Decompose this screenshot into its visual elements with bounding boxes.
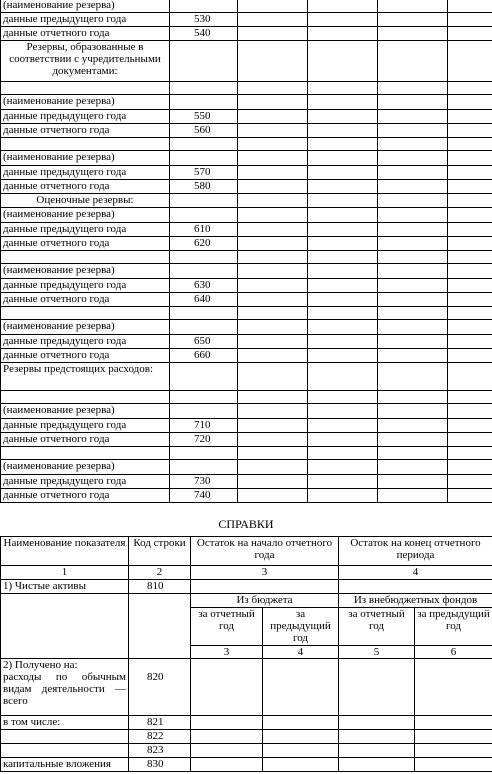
reserve-name-placeholder: (наименование резерва) <box>1 208 170 223</box>
reserve-row-label: данные отчетного года <box>1 433 170 447</box>
reserve-value-cell <box>378 208 448 223</box>
reserve-row-label: данные отчетного года <box>1 237 170 251</box>
reserve-value-cell <box>308 13 378 27</box>
reserve-value-cell <box>238 475 308 489</box>
reserve-value-cell <box>238 82 308 95</box>
reserve-row-label: данные предыдущего года <box>1 13 170 27</box>
reserve-row <box>1 194 492 208</box>
capital-v3 <box>339 758 415 772</box>
reserve-value-cell <box>448 264 492 279</box>
reserve-value-cell <box>378 433 448 447</box>
reserve-value-cell <box>378 363 448 391</box>
references-table <box>0 536 492 772</box>
reserve-value-cell <box>378 180 448 194</box>
received-v3 <box>339 659 415 716</box>
reserve-value-cell <box>448 404 492 419</box>
reserve-row <box>1 419 492 433</box>
offbudget-prev-year: за предыдущий год <box>415 608 492 646</box>
reserve-row-label: данные предыдущего года <box>1 223 170 237</box>
reserve-row-label: данные отчетного года <box>1 293 170 307</box>
reserve-value-cell <box>308 208 378 223</box>
reserve-value-cell <box>378 307 448 320</box>
extra2-v4 <box>415 744 492 758</box>
received-code-cell <box>129 659 191 716</box>
reserve-value-cell <box>238 223 308 237</box>
reserve-value-cell <box>378 151 448 166</box>
reserve-value-cell <box>378 293 448 307</box>
reserve-row <box>1 320 492 335</box>
reserve-row <box>1 447 492 460</box>
reserve-row-label: данные отчетного года <box>1 180 170 194</box>
reserve-value-cell <box>238 433 308 447</box>
reserve-blank <box>1 391 170 404</box>
budget-cur-year: за отчетный год <box>191 608 263 646</box>
reserve-value-cell <box>308 460 378 475</box>
sub-num-4: 4 <box>263 646 339 659</box>
reserve-row-label: данные предыдущего года <box>1 166 170 180</box>
reserve-value-cell <box>238 124 308 138</box>
reserve-value-cell <box>238 404 308 419</box>
extra2-v1 <box>191 744 263 758</box>
reserve-row-code <box>170 447 238 460</box>
reserve-blank <box>1 447 170 460</box>
reserve-value-cell <box>308 237 378 251</box>
reserve-row-code <box>170 404 238 419</box>
reserve-value-cell <box>308 293 378 307</box>
col-num-3: 3 <box>191 566 339 580</box>
budget-prev-year: за предыдущий год <box>263 608 339 646</box>
reserve-value-cell <box>448 13 492 27</box>
reserve-row-code: 560 <box>170 124 238 138</box>
reserve-value-cell <box>238 110 308 124</box>
reserve-value-cell <box>238 279 308 293</box>
reserve-value-cell <box>308 307 378 320</box>
reserve-value-cell <box>378 279 448 293</box>
reserve-row-label: данные отчетного года <box>1 124 170 138</box>
received-title: 2) Получено на: <box>3 659 78 671</box>
extra-label-2 <box>1 744 129 758</box>
reserve-value-cell <box>378 237 448 251</box>
reserve-row <box>1 180 492 194</box>
including-code: 821 <box>129 716 191 730</box>
reserve-value-cell <box>378 13 448 27</box>
including-v1 <box>191 716 263 730</box>
reserve-value-cell <box>448 391 492 404</box>
sub-num-6: 6 <box>415 646 492 659</box>
reserve-value-cell <box>448 475 492 489</box>
reserve-value-cell <box>238 391 308 404</box>
reserve-row <box>1 279 492 293</box>
reserve-value-cell <box>308 404 378 419</box>
capital-v2 <box>263 758 339 772</box>
reserve-name-placeholder: (наименование резерва) <box>1 404 170 419</box>
reserve-value-cell <box>308 41 378 82</box>
reserve-value-cell <box>448 293 492 307</box>
net-assets-end <box>339 580 492 594</box>
reserve-value-cell <box>378 460 448 475</box>
reserve-blank <box>1 138 170 151</box>
extra1-v2 <box>263 730 339 744</box>
reserve-row-code: 740 <box>170 489 238 503</box>
reserve-row <box>1 124 492 138</box>
reserve-row <box>1 237 492 251</box>
reserve-value-cell <box>308 251 378 264</box>
col-num-1: 1 <box>1 566 129 580</box>
reserve-value-cell <box>448 208 492 223</box>
sub-num-3: 3 <box>191 646 263 659</box>
reserve-row-code: 640 <box>170 293 238 307</box>
reserve-row-code <box>170 151 238 166</box>
extra-code-2: 823 <box>129 744 191 758</box>
reserve-value-cell <box>448 433 492 447</box>
including-v4 <box>415 716 492 730</box>
reserve-value-cell <box>308 475 378 489</box>
reserve-value-cell <box>308 489 378 503</box>
reserve-row <box>1 110 492 124</box>
capital-label: капитальные вложения <box>1 758 129 772</box>
reserve-value-cell <box>448 95 492 110</box>
reserve-value-cell <box>378 194 448 208</box>
reserve-blank <box>1 82 170 95</box>
net-assets-start <box>191 580 339 594</box>
reserve-row-code <box>170 194 238 208</box>
reserve-value-cell <box>448 27 492 41</box>
reserve-value-cell <box>378 41 448 82</box>
reserve-value-cell <box>238 237 308 251</box>
reserve-value-cell <box>448 151 492 166</box>
reserve-row-code <box>170 307 238 320</box>
reserve-value-cell <box>308 124 378 138</box>
including-v3 <box>339 716 415 730</box>
reserve-value-cell <box>238 41 308 82</box>
reserve-value-cell <box>308 335 378 349</box>
reserve-row-code <box>170 82 238 95</box>
including-label: в том числе: <box>1 716 129 730</box>
reserve-value-cell <box>378 419 448 433</box>
reserve-value-cell <box>378 0 448 13</box>
capital-code: 830 <box>129 758 191 772</box>
reserve-row <box>1 404 492 419</box>
reserve-row-code: 620 <box>170 237 238 251</box>
reserve-value-cell <box>378 320 448 335</box>
extra1-v1 <box>191 730 263 744</box>
net-assets-code: 810 <box>129 580 191 594</box>
reserve-value-cell <box>238 264 308 279</box>
reserve-row-code <box>170 363 238 391</box>
reserve-value-cell <box>308 27 378 41</box>
reserve-row-code <box>170 95 238 110</box>
reserve-value-cell <box>378 166 448 180</box>
extra2-v3 <box>339 744 415 758</box>
reserve-value-cell <box>448 124 492 138</box>
reserve-value-cell <box>378 404 448 419</box>
reserve-row-code: 730 <box>170 475 238 489</box>
reserve-name-placeholder: (наименование резерва) <box>1 460 170 475</box>
reserve-row <box>1 489 492 503</box>
reserve-row-label: данные предыдущего года <box>1 335 170 349</box>
reserve-row-code <box>170 460 238 475</box>
reserve-value-cell <box>378 138 448 151</box>
reserve-row-code <box>170 251 238 264</box>
reserve-value-cell <box>238 166 308 180</box>
extra-code-1: 822 <box>129 730 191 744</box>
sub-empty-code <box>129 594 191 659</box>
reserve-value-cell <box>308 447 378 460</box>
received-code: 820 <box>147 671 164 683</box>
reserve-value-cell <box>308 82 378 95</box>
reserve-value-cell <box>308 0 378 13</box>
reserve-value-cell <box>378 391 448 404</box>
reserve-row-code: 580 <box>170 180 238 194</box>
reserve-row <box>1 223 492 237</box>
reserve-row <box>1 363 492 391</box>
reserve-value-cell <box>238 27 308 41</box>
reserve-value-cell <box>448 489 492 503</box>
reserve-row <box>1 349 492 363</box>
col-num-4: 4 <box>339 566 492 580</box>
reserve-row <box>1 433 492 447</box>
reserve-value-cell <box>238 307 308 320</box>
reserve-row <box>1 0 492 13</box>
reserve-row-code: 630 <box>170 279 238 293</box>
reserve-row-label: данные отчетного года <box>1 27 170 41</box>
including-v2 <box>263 716 339 730</box>
reserve-row <box>1 27 492 41</box>
reserve-value-cell <box>238 251 308 264</box>
reserve-value-cell <box>378 264 448 279</box>
reserve-name-placeholder: (наименование резерва) <box>1 264 170 279</box>
reserve-value-cell <box>448 82 492 95</box>
reserve-value-cell <box>238 293 308 307</box>
reserve-value-cell <box>448 41 492 82</box>
reserve-value-cell <box>448 194 492 208</box>
reserve-row-code: 610 <box>170 223 238 237</box>
sub-num-5: 5 <box>339 646 415 659</box>
reserve-value-cell <box>308 264 378 279</box>
reserve-row <box>1 13 492 27</box>
reserve-row-code <box>170 41 238 82</box>
reserve-name-placeholder: (наименование резерва) <box>1 320 170 335</box>
received-v4 <box>415 659 492 716</box>
reserve-value-cell <box>378 95 448 110</box>
capital-v1 <box>191 758 263 772</box>
reserve-value-cell <box>448 251 492 264</box>
reserve-row-code: 550 <box>170 110 238 124</box>
reserve-value-cell <box>238 208 308 223</box>
reserve-row-code <box>170 138 238 151</box>
reserve-row-label: данные предыдущего года <box>1 110 170 124</box>
reserve-row <box>1 335 492 349</box>
reserve-value-cell <box>378 82 448 95</box>
reserve-section-header: Оценочные резервы: <box>1 194 170 208</box>
reserve-value-cell <box>308 433 378 447</box>
reserve-value-cell <box>308 166 378 180</box>
received-cell <box>1 659 129 716</box>
reserve-value-cell <box>448 166 492 180</box>
reserve-row <box>1 41 492 82</box>
reserve-value-cell <box>448 419 492 433</box>
reserve-blank <box>1 251 170 264</box>
reserve-row-code: 540 <box>170 27 238 41</box>
reserve-value-cell <box>308 279 378 293</box>
reserve-value-cell <box>448 349 492 363</box>
reserve-value-cell <box>448 320 492 335</box>
reserve-row-code: 530 <box>170 13 238 27</box>
reserve-row <box>1 151 492 166</box>
reserve-value-cell <box>308 391 378 404</box>
reserve-row-code: 710 <box>170 419 238 433</box>
reserve-value-cell <box>308 95 378 110</box>
received-v1 <box>191 659 263 716</box>
reserve-value-cell <box>308 138 378 151</box>
reserve-row <box>1 391 492 404</box>
reserve-value-cell <box>378 251 448 264</box>
reserve-value-cell <box>378 475 448 489</box>
reserve-value-cell <box>378 27 448 41</box>
reserve-row <box>1 307 492 320</box>
reserve-row <box>1 95 492 110</box>
reserve-row-code: 660 <box>170 349 238 363</box>
reserve-name-placeholder: (наименование резерва) <box>1 151 170 166</box>
reserve-value-cell <box>308 349 378 363</box>
reserve-row-code: 650 <box>170 335 238 349</box>
reserve-value-cell <box>238 460 308 475</box>
reserve-value-cell <box>378 335 448 349</box>
header-start: Остаток на начало отчетного года <box>191 537 339 566</box>
reserve-row <box>1 293 492 307</box>
reserve-row <box>1 264 492 279</box>
reserve-value-cell <box>308 223 378 237</box>
reserve-row-code <box>170 0 238 13</box>
reserve-value-cell <box>308 151 378 166</box>
reserve-value-cell <box>238 95 308 110</box>
reserve-value-cell <box>238 489 308 503</box>
reserve-value-cell <box>238 194 308 208</box>
reserve-row-label: данные предыдущего года <box>1 279 170 293</box>
reserve-row <box>1 166 492 180</box>
reserve-row <box>1 82 492 95</box>
reserve-row-code: 720 <box>170 433 238 447</box>
reserve-row-code <box>170 208 238 223</box>
reserve-value-cell <box>308 320 378 335</box>
reserve-value-cell <box>448 363 492 391</box>
reserve-row-label: данные отчетного года <box>1 489 170 503</box>
reserve-value-cell <box>378 447 448 460</box>
reserve-value-cell <box>448 0 492 13</box>
reserve-value-cell <box>308 419 378 433</box>
reserve-value-cell <box>238 363 308 391</box>
extra-label-1 <box>1 730 129 744</box>
reserve-value-cell <box>238 0 308 13</box>
reserve-value-cell <box>448 460 492 475</box>
reserve-value-cell <box>378 124 448 138</box>
extra1-v4 <box>415 730 492 744</box>
reserve-value-cell <box>448 237 492 251</box>
references-title: СПРАВКИ <box>218 517 274 531</box>
reserve-value-cell <box>378 110 448 124</box>
reserve-value-cell <box>238 349 308 363</box>
reserve-row-label: данные отчетного года <box>1 349 170 363</box>
reserve-value-cell <box>308 363 378 391</box>
reserve-row-code <box>170 264 238 279</box>
col-num-2: 2 <box>129 566 191 580</box>
reserve-row-label: данные предыдущего года <box>1 419 170 433</box>
reserve-row-code: 570 <box>170 166 238 180</box>
header-end: Остаток на конец отчетного периода <box>339 537 492 566</box>
offbudget-cur-year: за отчетный год <box>339 608 415 646</box>
reserve-value-cell <box>308 180 378 194</box>
reserve-value-cell <box>238 320 308 335</box>
reserve-row <box>1 138 492 151</box>
capital-v4 <box>415 758 492 772</box>
budget-header: Из бюджета <box>191 594 339 608</box>
extra1-v3 <box>339 730 415 744</box>
header-name: Наименование показателя <box>1 537 129 566</box>
reserve-value-cell <box>448 279 492 293</box>
offbudget-header: Из внебюджетных фондов <box>339 594 492 608</box>
received-text: расходы по обычным видам деятельности — всего <box>3 671 126 707</box>
reserve-value-cell <box>238 13 308 27</box>
reserve-value-cell <box>448 335 492 349</box>
reserve-value-cell <box>238 151 308 166</box>
net-assets-label: 1) Чистые активы <box>1 580 129 594</box>
sub-empty-name <box>1 594 129 659</box>
reserve-blank <box>1 307 170 320</box>
reserve-value-cell <box>378 223 448 237</box>
reserve-name-placeholder: (наименование резерва) <box>1 95 170 110</box>
reserve-row <box>1 475 492 489</box>
reserve-value-cell <box>378 489 448 503</box>
reserve-value-cell <box>378 349 448 363</box>
reserve-value-cell <box>448 110 492 124</box>
reserve-row-code <box>170 391 238 404</box>
reserve-value-cell <box>448 138 492 151</box>
reserve-value-cell <box>238 447 308 460</box>
reserve-row <box>1 460 492 475</box>
reserve-value-cell <box>448 307 492 320</box>
reserve-value-cell <box>238 180 308 194</box>
reserve-value-cell <box>448 223 492 237</box>
received-v2 <box>263 659 339 716</box>
reserve-value-cell <box>308 194 378 208</box>
reserve-row-label: (наименование резерва) <box>1 0 170 13</box>
reserve-row-label: данные предыдущего года <box>1 475 170 489</box>
reserve-section-header: Резервы предстоящих расходов: <box>1 363 170 391</box>
extra2-v2 <box>263 744 339 758</box>
reserve-row <box>1 251 492 264</box>
reserve-value-cell <box>448 447 492 460</box>
reserve-value-cell <box>238 419 308 433</box>
reserve-value-cell <box>238 335 308 349</box>
reserve-row-code <box>170 320 238 335</box>
reserve-value-cell <box>238 138 308 151</box>
reserve-section-header: Резервы, образованные в соответствии с учредительными документами: <box>1 41 170 82</box>
header-code: Код строки <box>129 537 191 566</box>
reserve-value-cell <box>308 110 378 124</box>
reserve-row <box>1 208 492 223</box>
reserve-value-cell <box>448 180 492 194</box>
